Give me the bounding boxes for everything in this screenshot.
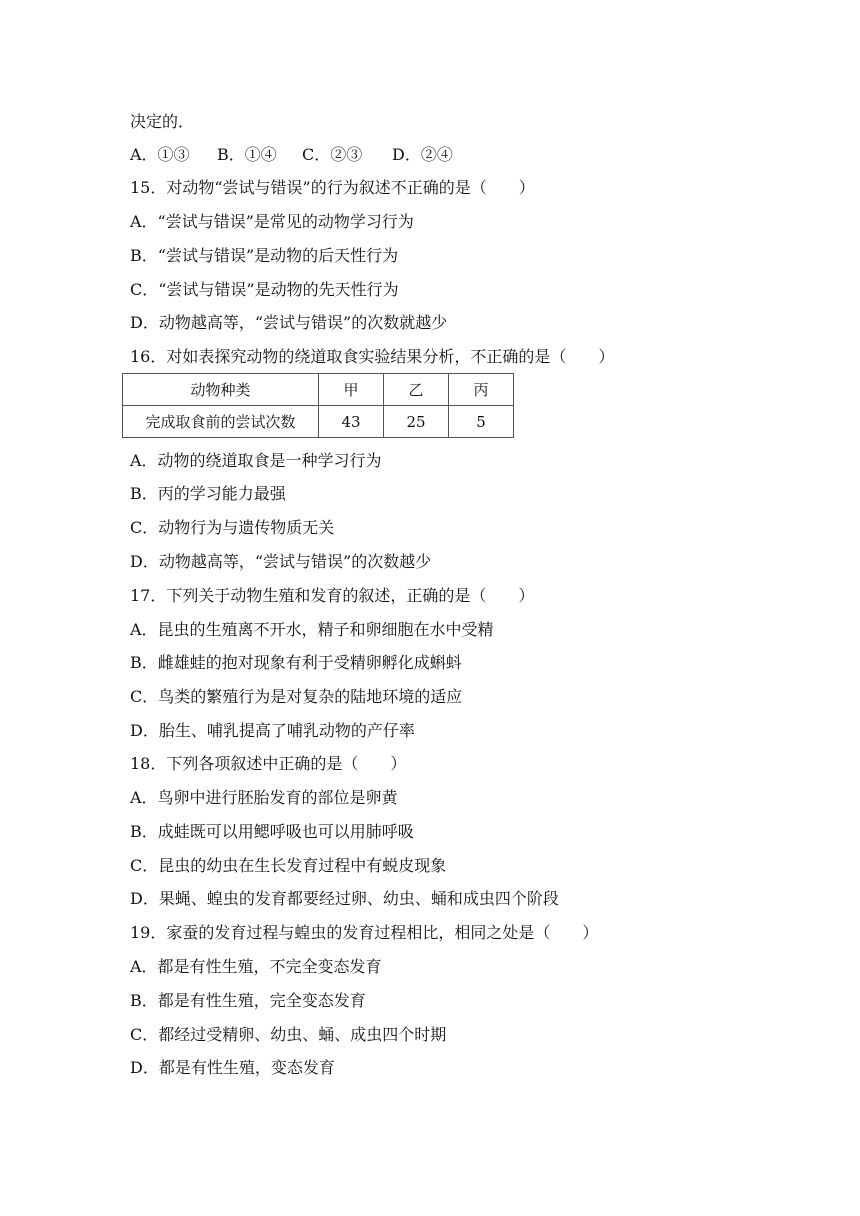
q18-option-a: A．鸟卵中进行胚胎发育的部位是卵黄 [130, 788, 398, 807]
table-cell: 43 [319, 406, 384, 438]
table-cell: 完成取食前的尝试次数 [123, 406, 319, 438]
table-row [123, 406, 514, 438]
q14-option-b: B．①④ [217, 145, 277, 164]
q14-stem-tail: 决定的． [130, 112, 195, 131]
q16-stem: 16．对如表探究动物的绕道取食实验结果分析，不正确的是（ ） [130, 347, 615, 366]
q14-option-a: A．①③ [130, 145, 190, 164]
table-cell: 25 [384, 406, 449, 438]
q19-option-c: C．都经过受精卵、幼虫、蛹、成虫四个时期 [130, 1025, 447, 1044]
q17-option-a: A．昆虫的生殖离不开水，精子和卵细胞在水中受精 [130, 620, 494, 639]
table-header-row [123, 374, 514, 406]
q14-option-d: D．②④ [392, 145, 453, 164]
q18-option-d: D．果蝇、蝗虫的发育都要经过卵、幼虫、蛹和成虫四个阶段 [130, 889, 559, 908]
q14-options [130, 145, 453, 165]
q17-stem: 17．下列关于动物生殖和发育的叙述，正确的是（ ） [130, 586, 535, 605]
q19-option-a: A．都是有性生殖，不完全变态发育 [130, 957, 382, 976]
q19-option-b: B．都是有性生殖，完全变态发育 [130, 991, 366, 1010]
q16-option-b: B．丙的学习能力最强 [130, 484, 286, 503]
q19-stem: 19．家蚕的发育过程与蝗虫的发育过程相比，相同之处是（ ） [130, 923, 599, 942]
q15-option-c: C．“尝试与错误”是动物的先天性行为 [130, 280, 399, 299]
q19-option-d: D．都是有性生殖，变态发育 [130, 1058, 335, 1077]
table-cell: 5 [449, 406, 514, 438]
q17-option-d: D．胎生、哺乳提高了哺乳动物的产仔率 [130, 721, 415, 740]
table-cell: 乙 [384, 374, 449, 406]
table-cell: 丙 [449, 374, 514, 406]
q15-option-d: D．动物越高等，“尝试与错误”的次数就越少 [130, 313, 448, 332]
q18-option-c: C．昆虫的幼虫在生长发育过程中有蜕皮现象 [130, 856, 447, 875]
table-cell: 动物种类 [123, 374, 319, 406]
q15-option-a: A．“尝试与错误”是常见的动物学习行为 [130, 212, 414, 231]
q17-option-c: C．鸟类的繁殖行为是对复杂的陆地环境的适应 [130, 687, 463, 706]
q16-option-c: C．动物行为与遗传物质无关 [130, 518, 335, 537]
q18-option-b: B．成蛙既可以用鳃呼吸也可以用肺呼吸 [130, 822, 414, 841]
q14-option-c: C．②③ [302, 145, 363, 164]
table-cell: 甲 [319, 374, 384, 406]
q15-option-b: B．“尝试与错误”是动物的后天性行为 [130, 246, 399, 265]
q15-stem: 15．对动物“尝试与错误”的行为叙述不正确的是（ ） [130, 178, 535, 197]
q18-stem: 18．下列各项叙述中正确的是（ ） [130, 754, 407, 773]
q17-option-b: B．雌雄蛙的抱对现象有利于受精卵孵化成蝌蚪 [130, 653, 462, 672]
q16-option-a: A．动物的绕道取食是一种学习行为 [130, 451, 382, 470]
q16-option-d: D．动物越高等，“尝试与错误”的次数越少 [130, 552, 432, 571]
experiment-table [122, 373, 514, 438]
